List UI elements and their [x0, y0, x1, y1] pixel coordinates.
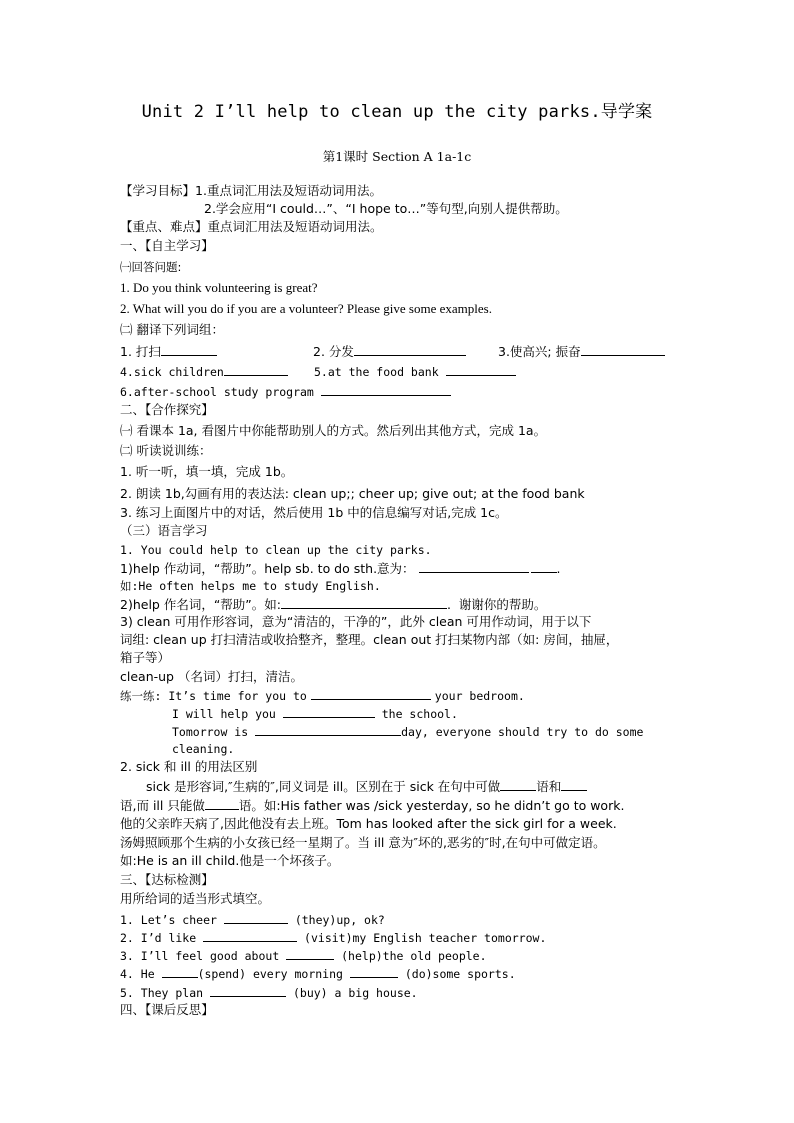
lesson-subtitle: 第1课时 Section A 1a-1c — [322, 149, 472, 164]
lang-line-4-tail: 谢谢你的帮助。 — [458, 597, 547, 612]
listening-task-2: 2. 朗读 1b,勾画有用的表达法: clean up;; cheer up; give out; at the food bank — [120, 486, 585, 501]
exercise-4-text: 4. He — [120, 967, 155, 981]
exercise-4 — [120, 965, 516, 982]
practice-line-4: cleaning. — [172, 742, 235, 756]
blank-phrase-4[interactable] — [224, 363, 288, 376]
exercise-5 — [120, 984, 418, 1001]
blank-practice-3[interactable] — [255, 723, 401, 736]
blank-phrase-2[interactable] — [354, 343, 466, 356]
blank-exercise-3[interactable] — [286, 947, 334, 960]
language-study-heading: （三）语言学习 — [120, 523, 208, 538]
section1-sub1: ㈠回答问题: — [120, 260, 182, 274]
exercise-5-text: 5. They plan — [120, 986, 204, 1000]
exercise-2-text: 2. I’d like — [120, 931, 197, 945]
blank-exercise-4a[interactable] — [162, 965, 198, 978]
lang-line-8: clean-up （名词）打扫，清洁。 — [120, 669, 303, 684]
key-points-label: 【重点、难点】 — [120, 219, 208, 234]
blank-practice-2[interactable] — [283, 705, 375, 718]
usage-line-1-mid: 语和 — [536, 779, 562, 794]
lang-line-6: 词组: clean up 打扫清洁或收拾整齐，整理。clean out 打扫某物内部（如: 房间，抽屉， — [120, 632, 619, 647]
section1-heading: 一、【自主学习】 — [120, 238, 214, 253]
objective-item-1: 1.重点词汇用法及短语动词用法。 — [195, 183, 382, 198]
blank-lang-2a[interactable] — [419, 560, 529, 573]
key-points-text: 重点词汇用法及短语动词用法。 — [207, 219, 383, 234]
blank-exercise-2[interactable] — [203, 929, 297, 942]
exercise-2-tail: (visit)my English teacher tomorrow. — [304, 931, 547, 945]
phrase-row-2 — [120, 363, 288, 380]
phrase-4: 4.sick children — [120, 365, 224, 379]
exercise-2 — [120, 929, 546, 946]
phrase-row-3 — [120, 383, 451, 400]
blank-lang-4[interactable] — [281, 596, 447, 609]
key-points-line — [120, 219, 383, 235]
section4-heading: 四、【课后反思】 — [120, 1002, 214, 1017]
listening-task-3: 3. 练习上面图片中的对话，然后使用 1b 中的信息编写对话,完成 1c。 — [120, 505, 508, 520]
section3-instruction: 用所给词的适当形式填空。 — [120, 891, 271, 906]
usage-line-4: 汤姆照顾那个生病的小女孩已经一星期了。当 ill 意为″坏的,恶劣的″时,在句中可做定语。 — [120, 835, 606, 850]
blank-phrase-1[interactable] — [161, 343, 217, 356]
blank-exercise-1[interactable] — [224, 911, 288, 924]
exercise-1-text: 1. Let’s cheer — [120, 913, 217, 927]
phrase-3: 3.使高兴; 振奋 — [498, 344, 581, 359]
exercise-3 — [120, 947, 487, 964]
lang-line-3: 如:He often helps me to study English. — [120, 579, 381, 593]
practice-1-tail: your bedroom. — [434, 689, 525, 703]
phrase-row-2b — [314, 363, 516, 380]
blank-practice-1[interactable] — [311, 687, 431, 700]
blank-usage-3[interactable] — [205, 797, 239, 810]
lang-line-2-text: 1)help 作动词，“帮助”。help sb. to do sth.意为： — [120, 561, 415, 576]
practice-3-tail: day, everyone should try to do some — [401, 725, 644, 739]
blank-exercise-4b[interactable] — [350, 965, 398, 978]
usage-line-2 — [120, 797, 624, 814]
usage-line-3: 他的父亲昨天病了,因此他没有去上班。Tom has looked after the sick girl for a week. — [120, 816, 617, 831]
blank-lang-2b[interactable] — [531, 560, 557, 573]
objectives-line-1 — [120, 183, 382, 199]
usage-line-1 — [146, 778, 587, 795]
page-title: Unit 2 I’ll help to clean up the city parks.导学案 — [141, 102, 653, 122]
blank-phrase-3[interactable] — [581, 343, 665, 356]
objectives-label: 【学习目标】 — [120, 183, 196, 198]
exercise-3-text: 3. I’ll feel good about — [120, 949, 280, 963]
practice-3-text: Tomorrow is — [172, 725, 249, 739]
phrase-row-1 — [120, 343, 217, 360]
phrase-6: 6.after-school study program — [120, 385, 314, 399]
section2-step-2: ㈡ 听读说训练： — [120, 443, 212, 458]
practice-2-tail: the school. — [381, 707, 458, 721]
practice-1-text: 练一练: It’s time for you to — [120, 689, 307, 703]
phrase-5: 5.at the food bank — [314, 365, 439, 379]
exercise-4-mid: (spend) every morning — [197, 967, 343, 981]
section2-heading: 二、【合作探究】 — [120, 402, 214, 417]
blank-phrase-5[interactable] — [446, 363, 516, 376]
section2-step-1: ㈠ 看课本 1a, 看图片中你能帮助别人的方式。然后列出其他方式，完成 1a。 — [120, 423, 547, 438]
usage-heading: 2. sick 和 ill 的用法区别 — [120, 759, 258, 774]
listening-task-1: 1. 听一听，填一填，完成 1b。 — [120, 464, 294, 479]
usage-line-2-text: 语,而 ill 只能做 — [120, 798, 205, 813]
lang-line-5: 3) clean 可用作形容词，意为“清洁的，干净的”，此外 clean 可用作动词，用于以下 — [120, 614, 592, 629]
phrase-row-1c — [498, 343, 665, 360]
lang-line-2: 1)help 作动词，“帮助”。help sb. to do sth.意为： . — [120, 561, 561, 576]
question-1: 1. Do you think volunteering is great? — [120, 280, 318, 295]
phrase-1: 1. 打扫 — [120, 344, 161, 359]
lang-line-4: 2)help 作名词，“帮助”。如: . 谢谢你的帮助。 — [120, 597, 547, 612]
exercise-5-tail: (buy) a big house. — [292, 986, 418, 1000]
phrase-2: 2. 分发 — [313, 344, 354, 359]
section1-sub2: ㈡ 翻译下列词组： — [120, 322, 224, 337]
blank-usage-1[interactable] — [500, 778, 536, 791]
question-2: 2. What will you do if you are a volunteer? Please give some examples. — [120, 301, 492, 316]
exercise-4-tail: (do)some sports. — [404, 967, 516, 981]
exercise-1 — [120, 911, 385, 928]
exercise-1-tail: (they)up, ok? — [294, 913, 385, 927]
lang-line-1: 1. You could help to clean up the city parks. — [120, 543, 432, 557]
usage-line-1-text: sick 是形容词,″生病的″,同义词是 ill。区别在于 sick 在句中可做 — [146, 779, 501, 794]
blank-exercise-5[interactable] — [210, 984, 286, 997]
blank-phrase-6[interactable] — [321, 383, 451, 396]
practice-line-1 — [120, 687, 525, 704]
practice-line-3 — [172, 723, 643, 740]
section3-heading: 三、【达标检测】 — [120, 872, 214, 887]
usage-line-2-tail: 语。如:His father was /sick yesterday, so he didn’t go to work. — [238, 798, 625, 813]
phrase-row-1b — [313, 343, 466, 360]
lang-line-7: 箱子等） — [120, 650, 171, 665]
practice-line-2 — [172, 705, 458, 722]
objective-item-2: 2.学会应用“I could…”、“I hope to…”等句型,向别人提供帮助。 — [204, 201, 568, 216]
usage-line-5: 如:He is an ill child.他是一个坏孩子。 — [120, 853, 340, 868]
blank-usage-2[interactable] — [561, 778, 587, 791]
practice-2-text: I will help you — [172, 707, 276, 721]
lang-line-4-text: 2)help 作名词，“帮助”。如: — [120, 597, 281, 612]
exercise-3-tail: (help)the old people. — [341, 949, 487, 963]
